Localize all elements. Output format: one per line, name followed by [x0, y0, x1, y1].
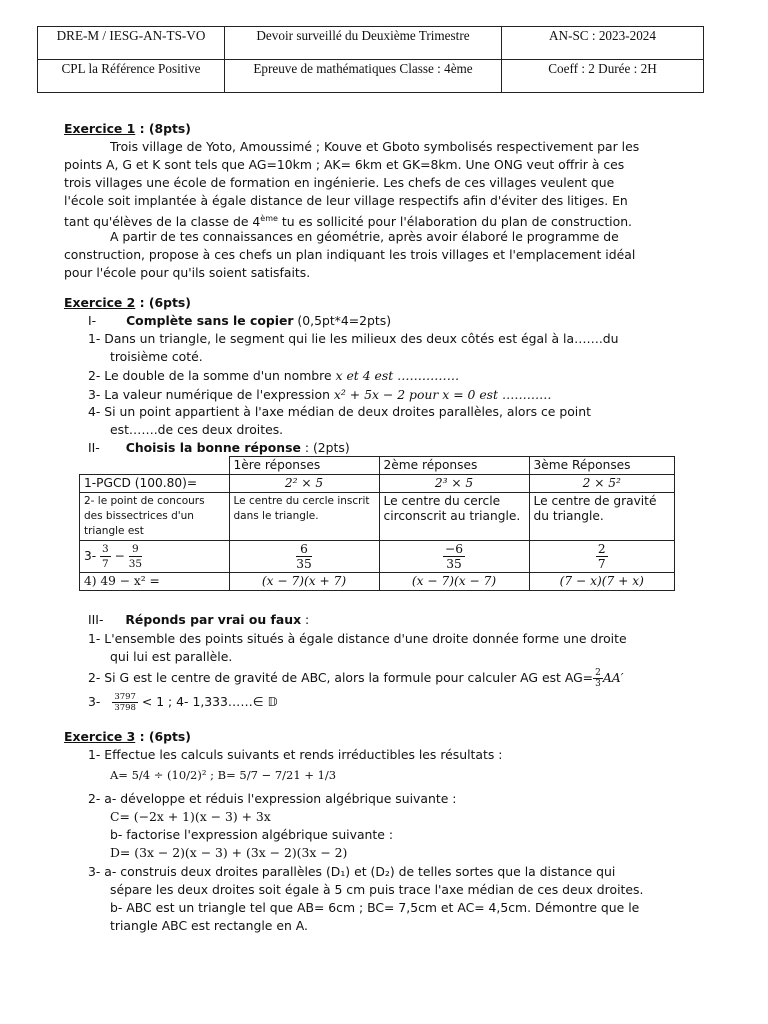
mcq-header-2: 2ème réponses — [379, 457, 529, 475]
mcq-q4-a3: (7 − x)(7 + x) — [529, 573, 675, 591]
mcq-q1-a2: 2³ × 5 — [379, 475, 529, 493]
ex2-tf-1: 1- L'ensemble des points situés à égale distance d'une droite donnée forme une droite — [88, 631, 627, 646]
mcq-q3-a3: $\frac{2}{7}$ — [529, 541, 675, 573]
exercise-2-heading: Exercice 2 : (6pts) — [64, 295, 191, 310]
ex3-question-3a: 3- a- construis deux droites parallèles (D₁) et (D₂) de telles sortes que la distance qui — [88, 864, 616, 879]
ex1-text-line: pour l'école pour qu'ils soient satisfaits. — [64, 265, 311, 280]
ex1-text-line: tant qu'élèves de la classe de 4ème tu es sollicité pour l'élaboration du plan de construction. — [64, 214, 632, 230]
ex2-section-1-title: I- Complète sans le copier (0,5pt*4=2pts) — [88, 313, 392, 328]
ex1-text-line: construction, propose à ces chefs un plan indiquant les trois villages et l'emplacement idéal — [64, 247, 636, 262]
ex3-expressions-a-b: A= 5/4 ÷ (10/2)² ; B= 5/7 − 7/21 + 1/3 — [110, 768, 337, 782]
ex3-question-1: 1- Effectue les calculs suivants et rends irréductibles les résultats : — [88, 747, 503, 762]
exercise-3-heading: Exercice 3 : (6pts) — [64, 729, 191, 744]
fraction: $\frac{9}{35}$ — [128, 543, 143, 570]
ex3-expression-d: D= (3x − 2)(x − 3) + (3x − 2)(3x − 2) — [110, 845, 348, 860]
header-establishment: CPL la Référence Positive — [38, 60, 225, 93]
mcq-q1: 1-PGCD (100.80)= — [80, 475, 230, 493]
mcq-q2-a3: Le centre de gravité du triangle. — [529, 493, 675, 541]
header-subject: Epreuve de mathématiques Classe : 4ème — [225, 60, 502, 93]
ex1-text-line: l'école soit implantée à égale distance de leur village respectifs afin d'éviter des litiges. En — [64, 193, 628, 208]
ex2-section-3-title: III- Réponds par vrai ou faux : — [88, 612, 310, 627]
ex2-question-4-cont: est…….de ces deux droites. — [110, 422, 284, 437]
ex2-section-2-title: II- Choisis la bonne réponse : (2pts) — [88, 440, 350, 455]
mcq-header-1: 1ère réponses — [229, 457, 379, 475]
ex3-question-3b: b- ABC est un triangle tel que AB= 6cm ; BC= 7,5cm et AC= 4,5cm. Démontre que le — [110, 900, 640, 915]
mcq-q1-a3: 2 × 5² — [529, 475, 675, 493]
mcq-q1-a1: 2² × 5 — [229, 475, 379, 493]
fraction: $\frac{3}{7}$ — [102, 543, 109, 570]
ex3-question-2a: 2- a- développe et réduis l'expression algébrique suivante : — [88, 791, 457, 806]
mcq-q3: 3- $\frac{3}{7}$ − $\frac{9}{35}$ — [80, 541, 230, 573]
ex2-tf-2: 2- Si G est le centre de gravité de ABC, alors la formule pour calculer AG est AG= $\frac{2}{3}$ AA′ — [88, 668, 624, 689]
header-year: AN-SC : 2023-2024 — [502, 27, 704, 60]
ex2-question-1: 1- Dans un triangle, le segment qui lie les milieux des deux côtés est égal à la…….du — [88, 331, 619, 346]
ex2-question-2: 2- Le double de la somme d'un nombre x et 4 est …………… — [88, 368, 460, 383]
ex1-text-line: Trois village de Yoto, Amoussimé ; Kouve et Gboto symbolisés respectivement par les — [110, 139, 640, 154]
mcq-q3-a1: $\frac{6}{35}$ — [229, 541, 379, 573]
mcq-q3-a2: $\frac{-6}{35}$ — [379, 541, 529, 573]
ex2-tf-1-cont: qui lui est parallèle. — [110, 649, 233, 664]
ex2-question-4: 4- Si un point appartient à l'axe médian de deux droites parallèles, alors ce point — [88, 404, 591, 419]
ex2-question-3: 3- La valeur numérique de l'expression x² + 5x − 2 pour x = 0 est ………… — [88, 387, 552, 402]
ex1-text-line: trois villages une école de formation en ingénierie. Les chefs de ces villages veulent que — [64, 175, 615, 190]
mcq-table — [79, 456, 675, 591]
mcq-q2-a1: Le centre du cercle inscrit dans le triangle. — [229, 493, 379, 541]
mcq-q4-a1: (x − 7)(x + 7) — [229, 573, 379, 591]
header-exam-title: Devoir surveillé du Deuxième Trimestre — [225, 27, 502, 60]
mcq-q2: 2- le point de concours des bissectrices d'un triangle est — [80, 493, 230, 541]
ex3-expression-c: C= (−2x + 1)(x − 3) + 3x — [110, 809, 271, 824]
ex3-question-3b-cont: triangle ABC est rectangle en A. — [110, 918, 308, 933]
ex3-question-2b: b- factorise l'expression algébrique suivante : — [110, 827, 393, 842]
header-school: DRE-M / IESG-AN-TS-VO — [38, 27, 225, 60]
ex1-text-line: points A, G et K sont tels que AG=10km ; AK= 6km et GK=8km. Une ONG veut offrir à ces — [64, 157, 625, 172]
mcq-q4-a2: (x − 7)(x − 7) — [379, 573, 529, 591]
header-coeff-duration: Coeff : 2 Durée : 2H — [502, 60, 704, 93]
ex3-question-3a-cont: sépare les deux droites soit égale à 5 cm puis trace l'axe médian de ces deux droites. — [110, 882, 644, 897]
mcq-header-3: 3ème Réponses — [529, 457, 675, 475]
ex2-tf-3-4: 3- $\frac{3797}{3798}$ < 1 ; 4- 1,333……∈ 𝔻 — [88, 692, 278, 713]
mcq-q4: 4) 49 − x² = — [80, 573, 230, 591]
exercise-1-heading: Exercice 1 : (8pts) — [64, 121, 191, 136]
mcq-q2-a2: Le centre du cercle circonscrit au triangle. — [379, 493, 529, 541]
ex2-question-1-cont: troisième coté. — [110, 349, 203, 364]
ex1-text-line: A partir de tes connaissances en géométrie, après avoir élaboré le programme de — [110, 229, 619, 244]
header-table — [37, 26, 704, 93]
